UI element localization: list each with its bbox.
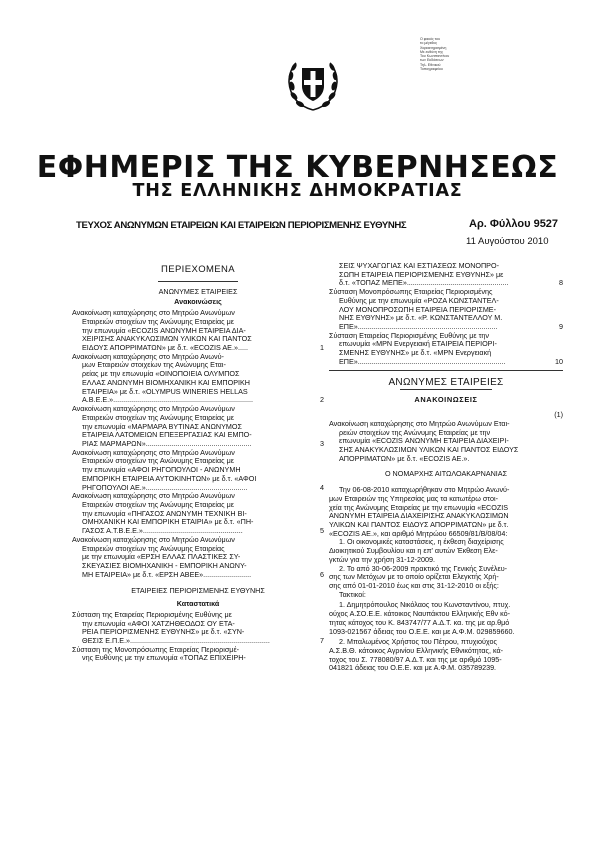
toc-entry-line: ΕΠΕ»...................................................................... [339,322,498,332]
toc-entry-line: ΕΤΑΙΡΕΙΑ ΛΑΤΟΜΕΙΩΝ ΕΠΕΞΕΡΓΑΣΙΑΣ ΚΑΙ ΕΜΠΟ- [82,430,252,440]
announcement-title-line: ρειών στοιχείων της Ανώνυμης Εταιρείας με την [339,427,491,437]
announcement-title [329,420,563,464]
toc-entry-line: Ανακοίνωση καταχώρησης στο Μητρώο Ανωνύμων [72,534,235,544]
toc-entry-line: Ανακοίνωση καταχώρησης στο Μητρώο Ανωνύ- [72,351,224,361]
divider [158,281,238,282]
toc-entry-line: ΣΚΕΥΑΣΙΕΣ ΒΙΟΜΗΧΑΝΙΚΗ - ΕΜΠΟΡΙΚΗ ΑΝΩΝΥ- [82,561,247,570]
toc-entry[interactable] [329,288,563,332]
body-line: Α.Σ.Β.Θ. κάτοικος Αγρινίου Ελληνικής Εθνικότητας, κά- [329,646,504,656]
toc-entry-line: Εταιρειών στοιχείων της Ανώνυμης Εταιρείας [82,543,225,553]
toc-section-heading: ΕΤΑΙΡΕΙΕΣ ΠΕΡΙΟΡΙΣΜΕΝΗΣ ΕΥΘΥΝΗΣ [131,586,265,596]
toc-entry-line: ΕΛΛΑΣ ΑΝΩΝΥΜΗ ΒΙΟΜΗΧΑΝΙΚΗ ΚΑΙ ΕΜΠΟΡΙΚΗ [82,377,250,387]
body-line: 2. Το από 30-06-2009 πρακτικό της Γενικής Συνέλευ- [339,563,508,573]
body-line: 041821 άδειας του Ο.Ε.Ε. και με Α.Φ.Μ. 035789239. [329,663,497,673]
toc-page-number: 4 [320,482,324,492]
announcement-title-line: ΑΠΟΡΡΙΜΑΤΩΝ» με δ.τ. «ECOZIS AE.». [339,453,470,463]
side-note-line: το μέγεθος [420,41,438,46]
toc-entry-line: ΡΕΙΑ ΠΕΡΙΟΡΙΣΜΕΝΗΣ ΕΥΘΥΝΗΣ» με δ.τ. «ΣΥΝ- [82,627,245,637]
toc-entry[interactable] [72,449,324,493]
gazette-title: ΕΦΗΜΕΡΙΣ ΤΗΣ ΚΥΒΕΡΝΗΣΕΩΣ [36,150,559,185]
toc-entry-line: Σύσταση Εταιρείας Περιορισμένης Ευθύνης με την [329,330,489,340]
body-line: γκτών για την χρήση 31-12-2009. [329,554,435,564]
body-line: χεία της Ανώνυμης Εταιρείας με την επωνυμία «ECOZIS [329,502,509,512]
toc-entry[interactable] [72,405,324,449]
toc-entry-line: ρείας με την επωνυμία «ΟΙΝΟΠΟΙΕΙΑ ΟΛΥΜΠΟΣ [82,369,240,379]
toc-entry-line: A.B.E.E.»...................................................................... [82,395,253,405]
toc-page-number: 2 [320,395,324,405]
issue-number: Αρ. Φύλλου 9527 [469,218,559,230]
toc-entry-line: Εταιρειών στοιχείων της Ανώνυμης Εταιρείας με [82,412,234,422]
toc-page-number: 7 [320,636,324,646]
body-line: σης από 01-01-2010 έως και στις 31-12-2010 οι εξής: [329,581,499,590]
toc-entry[interactable] [72,536,324,580]
toc-entry-line: Ευθύνης με την επωνυμία «ΡΟΖΑ ΚΩΝΣΤΑΝΤΕΛ- [339,295,499,305]
toc-entry-line: ΕΜΠΟΡΙΚΗ ΕΤΑΙΡΕΙΑ ΑΥΤΟΚΙΝΗΤΩΝ» με δ.τ. «ΑΦΟΙ [82,473,257,483]
toc-entry-line: ΝΗΣ ΕΥΘΥΝΗΣ» με δ.τ. «Ρ. ΚΩΝΣΤΑΝΤΕΛΛΟΥ Μ. [339,313,503,323]
coat-of-arms-emblem [284,56,342,114]
issue-type: ΤΕΥΧΟΣ ΑΝΩΝΥΜΩΝ ΕΤΑΙΡΕΙΩΝ ΚΑΙ ΕΤΑΙΡΕΙΩΝ ΠΕΡΙΟΡΙΣΜΕΝΗΣ ΕΥΘΥΝΗΣ [76,220,407,231]
toc-page-number: 1 [320,343,324,353]
side-note-line: των Εκδόσεων [420,58,444,63]
toc-subsection-heading: Ανακοινώσεις [174,297,222,307]
toc-entry-line: ΡΗΓΟΠΟΥΛΟΙ ΑΕ.»................................................... [82,482,248,492]
toc-entry-line: ΕΤΑΙΡΕΙΑ» με δ.τ. «OLYMPUS WINERIES HELLAS [82,386,248,396]
toc-page-number: 10 [555,356,563,366]
announcement-number: (1) [554,410,563,420]
toc-entry-line: Ανακοίνωση καταχώρησης στο Μητρώο Ανωνύμων [72,308,235,318]
toc-entry-continued[interactable] [72,646,324,663]
toc-section-heading: ΑΝΩΝΥΜΕΣ ΕΤΑΙΡΕΙΕΣ [158,286,238,296]
toc-entry-line: ΣΕΙΣ ΨΥΧΑΓΩΓΙΑΣ ΚΑΙ ΕΣΤΙΑΣΕΩΣ ΜΟΝΟΠΡΟ- [339,261,499,270]
issue-date: 11 Αυγούστου 2010 [466,236,549,247]
body-line: Διοικητικού Συμβουλίου και η επ' αυτών Έκθεση Ελε- [329,546,498,556]
toc-entry-line: ΘΕΣΙΣ Ε.Π.Ε.»...................................................................... [82,636,270,646]
body-line: 1093-021567 άδειας του Ο.Ε.Ε. και με Α.Φ.Μ. 029859660. [329,626,515,636]
toc-page-number: 3 [320,438,324,448]
body-line: ΥΛΙΚΩΝ ΚΑΙ ΠΑΝΤΟΣ ΕΙΔΟΥΣ ΑΠΟΡΡΙΜΑΤΩΝ» με δ.τ. [329,519,509,529]
toc-page-number: 9 [559,322,563,332]
toc-entry-line: ΣΩΠΗ ΕΤΑΙΡΕΙΑ ΠΕΡΙΟΡΙΣΜΕΝΗΣ ΕΥΘΥΝΗΣ» με [339,269,504,279]
side-note [420,37,449,71]
toc-entry[interactable] [72,611,324,646]
toc-entry-line: Εταιρειών στοιχείων της Ανώνυμης Εταιρείας με [82,499,234,509]
toc-entry-line: Εταιρειών στοιχείων της Ανώνυμης Εταιρείας με [82,456,234,466]
body-line: Την 06-08-2010 καταχωρήθηκαν στο Μητρώο Ανωνύ- [339,485,510,495]
toc-entry-line: την επωνυμία «ΜΑΡΜΑΡΑ ΒΥΤΙΝΑΣ ΑΝΩΝΥΜΟΣ [82,421,242,431]
issuing-authority: Ο ΝΟΜΑΡΧΗΣ ΑΙΤΩΛΟΑΚΑΡΝΑΝΙΑΣ [384,469,508,479]
toc-entry-line: Σύσταση Μονοπρόσωπης Εταιρείας Περιορισμένης [329,287,493,297]
body-line: ούχος Α.ΣΟ.Ε.Ε. κάτοικος Ναυπάκτου Ελληνικής Εθν κό- [329,609,510,619]
announcement-title-line: ΣΗΣ ΑΝΑΚΥΚΛΩΣΙΜΩΝ ΥΛΙΚΩΝ ΚΑΙ ΠΑΝΤΟΣ ΕΙΔΟΥΣ [339,444,519,454]
side-note-line: Τυπογραφείου [420,67,443,72]
gazette-subtitle: ΤΗΣ ΕΛΛΗΝΙΚΗΣ ΔΗΜΟΚΡΑΤΙΑΣ [132,181,463,201]
toc-entry-line: την επωνυμία «ΑΦΟΙ ΧΑΤΖΗΘΕΟΔΟΣ ΟΥ ΕΤΑ- [82,618,235,628]
announcement-title-line: Ανακοίνωση καταχώρησης στο Μητρώο Ανωνύμων Εται- [329,418,510,428]
toc-entry-line: ΕΠΕ».......................................................................... [339,356,506,366]
toc-entry-line: Ανακοίνωση καταχώρησης στο Μητρώο Ανωνύμων [72,447,235,457]
side-note-line: Του Κωνσταντίνου [420,54,450,59]
toc-entry-line: ΡΙΑΣ ΜΑΡΜΑΡΩΝ»..................................................... [82,438,252,448]
toc-subsection-heading: Καταστατικά [176,599,220,609]
toc-entry-line: την επωνυμία «ECOZIS ΑΝΩΝΥΜΗ ΕΤΑΙΡΕΙΑ ΔΙΑ- [82,325,246,335]
toc-heading: ΠΕΡΙΕΧΟΜΕΝΑ [160,264,236,275]
body-line: σης των Μετόχων με το οποίο ορίζεται Ελεγκτής Χρή- [329,572,499,582]
divider [329,370,563,371]
section-subtitle: ΑΝΑΚΟΙΝΩΣΕΙΣ [414,395,478,405]
toc-entry-line: μων Εταιρειών στοιχείων της Ανώνυμης Εται- [82,360,226,370]
body-line: «ECOZIS AE.», και αριθμό Μητρώου 66509/81/Β/08/04: [329,528,508,538]
toc-entry-line: ΕΙΔΟΥΣ ΑΠΟΡΡΙΜΑΤΩΝ» με δ.τ. «ECOZIS AE.»..... [82,343,248,353]
side-note-line: Χαρακτηρισμένη [420,45,447,50]
section-title: ΑΝΩΝΥΜΕΣ ΕΤΑΙΡΕΙΕΣ [388,376,504,388]
toc-entry-continuation[interactable] [329,262,563,288]
side-note-line: Ο φακός του [420,37,441,41]
toc-entry-line: επωνυμία «MPN Ενεργειακή ΕΤΑΙΡΕΙΑ ΠΕΡΙΟΡΙ- [339,339,497,349]
divider [400,389,492,390]
toc-entry-line: Εταιρειών στοιχείων της Ανώνυμης Εταιρείας με [82,316,234,326]
announcement-title-line: επωνυμία «ECOZIS ΑΝΩΝΥΜΗ ΕΤΑΙΡΕΙΑ ΔΙΑΧΕΙΡΙ- [339,436,509,446]
toc-entry-line: δ.τ. «ΤΟΠΑΖ ΜΕΠΕ»................................................... [339,278,509,288]
toc-entry-line: ΧΕΙΡΙΣΗΣ ΑΝΑΚΥΚΛΩΣΙΜΩΝ ΥΛΙΚΩΝ ΚΑΙ ΠΑΝΤΟΣ [82,334,252,344]
body-line: ΑΝΩΝΥΜΗ ΕΤΑΙΡΕΙΑ ΔΙΑΧΕΙΡΙΣΗΣ ΑΝΑΚΥΚΛΩΣΙΜΩΝ [329,511,509,521]
toc-entry-line: Ανακοίνωση καταχώρησης στο Μητρώο Ανωνύμων [72,404,235,414]
toc-entry-line: ΣΜΕΝΗΣ ΕΥΘΥΝΗΣ» με δ.τ. «MPN Ενεργειακή [339,348,492,358]
side-note-line: Με ευθύνη της [420,49,444,54]
toc-entry-line: Ανακοίνωση καταχώρησης στο Μητρώο Ανωνύμων [72,491,235,501]
right-column [329,262,563,673]
toc-entry-line: νης Ευθύνης με την επωνυμία «ΤΟΠΑΖ ΕΠΙΧΕΙΡΗ- [82,653,246,663]
body-line: 1. Δημητρόπουλος Νικόλαος του Κωνσταντίνου, πτυχ. [339,600,511,610]
toc-entry-line: με την επωνυμία «ΕΡΣΗ ΕΛΛΑΣ ΠΛΑΣΤΙΚΕΣ ΣΥ- [82,552,241,562]
toc-entry[interactable] [72,353,324,405]
toc-entry-line: ΜΗ ΕΤΑΙΡΕΙΑ» με δ.τ. «ΕΡΣΗ ΑΒΕΕ»........................ [82,569,252,579]
body-line: τητας κάτοχος του Κ. 843747/77 Α.Δ.Τ. κα. της με αρ.θμό [329,617,510,627]
toc-page-number: 5 [320,526,324,536]
body-line: 1. Οι οικονομικές καταστάσεις, η έκθεση διαχείρισης [339,537,504,547]
toc-page-number: 6 [320,569,324,579]
toc-entry-line: την επωνυμία «ΠΗΓΑΣΟΣ ΑΝΩΝΥΜΗ ΤΕΧΝΙΚΗ ΒΙ- [82,508,247,518]
toc-entry-line: ΟΜΗΧΑΝΙΚΗ ΚΑΙ ΕΜΠΟΡΙΚΗ ΕΤΑΙΡΙΑ» με δ.τ. «ΠΗ- [82,517,254,527]
toc-entry[interactable] [329,332,563,367]
toc-entry[interactable] [72,309,324,353]
body-line: μων Εταιρειών της Υπηρεσίας μας τα κατωτέρω στοι- [329,493,499,503]
body-line: τοχος του Σ. 778080/97 Α.Δ.Τ. και της με αριθμό 1095- [329,654,502,664]
side-note-line: Τηλ. Εθνικού [420,62,441,67]
toc-page-number: 8 [559,278,563,288]
toc-entry-line: Σύσταση της Μονοπρόσωπης Εταιρείας Περιορισμέ- [72,644,240,654]
toc-entry-line: ΓΑΣΟΣ Α.Τ.Β.Ε.Ε.».................................................. [82,526,243,536]
toc-column [72,262,324,663]
body-line: 2. Μπαλωμένος Χρήστος του Πέτρου, πτυχιούχος [339,637,497,647]
announcement-body [329,486,563,673]
toc-entry-line: Σύσταση της Εταιρείας Περιορισμένης Ευθύνης με [72,609,232,619]
toc-entry[interactable] [72,492,324,536]
toc-entry-line: την επωνυμία «ΑΦΟΙ ΡΗΓΟΠΟΥΛΟΙ - ΑΝΩΝΥΜΗ [82,465,241,475]
toc-entry-line: ΛΟΥ ΜΟΝΟΠΡΟΣΩΠΗ ΕΤΑΙΡΕΙΑ ΠΕΡΙΟΡΙΣΜΕ- [339,304,496,314]
body-line: Τακτικοί: [339,589,366,599]
